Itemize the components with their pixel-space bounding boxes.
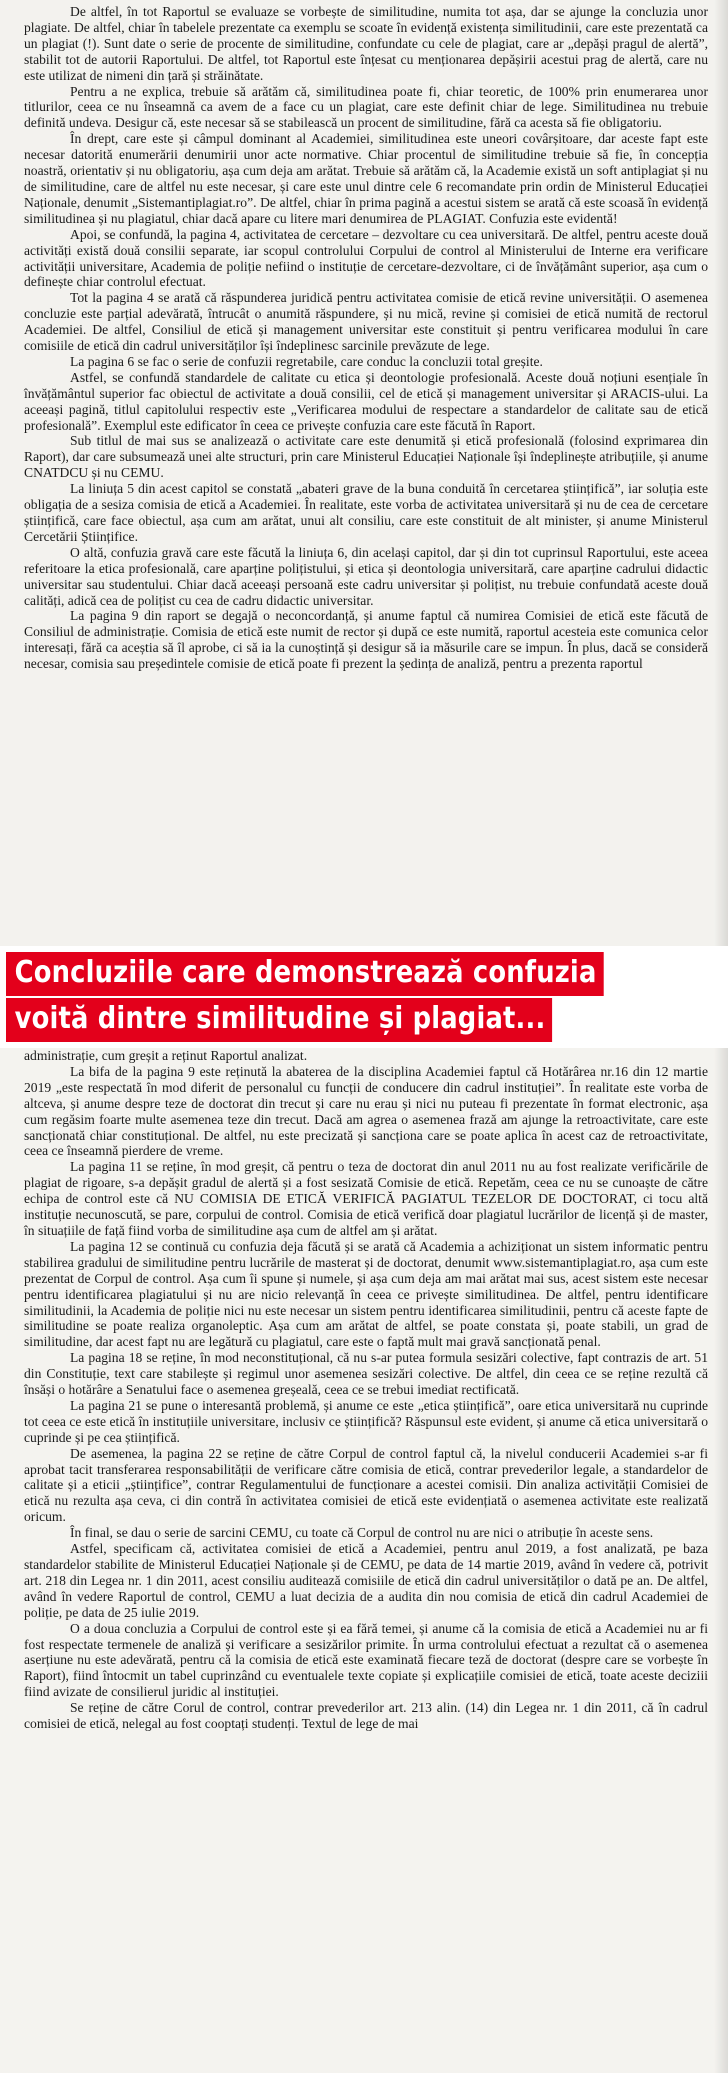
document-page-bottom — [0, 1048, 728, 2073]
paragraph: La pagina 12 se continuă cu confuzia deja făcută și se arată că Academia a achiziționat un sistem informatic pentru stabilirea gradului de similitudine pentru lucrările de masterat și de doctorat, denumit www.sistemantiplagiat.ro, așa cum este prezentat de Corpul de control. Așa cum îi spune și numele, și așa cum deja am mai arătat mai sus, acest sistem este necesar pentru identificarea plagiatului și nu are nicio relevanță în ceea ce privește similitudinea. De altfel, pentru identificare similitudinii, la Academia de poliție nici nu este necesar un sistem pentru identificarea similitudinii, pentru că aceste fapte de similitudine se poate realiza organoleptic. Așa cum am arătat de altfel, se poate constata și, poate stabili, un grad de similitudine, dar acest fapt nu are legătură cu plagiatul, care este o faptă mult mai gravă sancționată penal. — [24, 1238, 708, 1350]
paragraph: O altă, confuzia gravă care este făcută la liniuța 6, din același capitol, dar și din tot cuprinsul Raportului, este aceea referitoare la etica profesională, care aparține polițistului, și etica și deontologia universitară, care aparține cadrului didactic universitar sau studentului. Chiar dacă aceeași persoană este cadru universitar și polițist, nu trebuie confundată aceste două calități, adică cea de polițist cu cea de cadru didactic universitar. — [24, 544, 708, 608]
paragraph: Se reține de către Corul de control, contrar prevederilor art. 213 alin. (14) din Legea nr. 1 din 2011, că în cadrul comisiei de etică, nelegal au fost cooptați studenți. Textul de lege de mai — [24, 1700, 708, 1732]
document-page-top — [0, 0, 728, 946]
paragraph: La pagina 11 se reține, în mod greșit, că pentru o teza de doctorat din anul 2011 nu au fost realizate verificările de plagiat de rigoare, s-a depășit gradul de alertă și a fost sesizată Comisie de etică. Repetăm, ceea ce nu se cunoaște de către echipa de control este că NU COMISIA DE ETICĂ VERIFICĂ PAGIATUL TEZELOR DE DOCTORAT, ci tocu altă instituție necunoscută, se pare, corpului de control. Comisia de etică verifică doar plagiatul lucrărilor de licență și de master, în situațiile de față fiind vorba de similitudine așa cum de altfel am și arătat. — [24, 1159, 708, 1238]
paragraph: La pagina 21 se pune o interesantă problemă, și anume ce este „etica științifică”, oare etica universitară nu cuprinde tot ceea ce este etică în instituțiile universitare, inclusiv ce științifică? Răspunsul este evident, și anume că etica universitară o cuprinde și pe cea științifică. — [24, 1397, 708, 1445]
paragraph: De asemenea, la pagina 22 se reține de către Corpul de control faptul că, la nivelul conducerii Academiei s-ar fi aprobat tacit transferarea responsabilității de verificare către comisia de etică, contrar prevederilor legale, a standardelor de calitate și a eticii „științifice”, contrar Regulamentului de funcționare a acestei comisii. Din analiza activității Comisiei de etică nu rezulta așa ceva, ci din contră în activitatea comisiei de etică este evidențiată o asemenea activitate este realizată oricum. — [24, 1445, 708, 1525]
paragraph: Tot la pagina 4 se arată că răspunderea juridică pentru activitatea comisie de etică revine universității. O asemenea concluzie este parțial adevărată, întrucât o anumită răspundere, și nu mică, revine și comisiei de etică numită de rectorul Academiei. De altfel, Consiliul de etică și management universitar este constituit și pentru verificarea modului în care comisiile de etică din cadrul universităților își îndeplinesc sarcinile prevăzute de lege. — [24, 290, 708, 354]
paragraph: La pagina 18 se reține, în mod neconstituțional, că nu s-ar putea formula sesizări colective, fapt contrazis de art. 51 din Constituție, text care stabilește și regimul unor asemenea sesizări colective. De altfel, din ceea ce se reține rezultă că însăși o hotărâre a Senatului face o asemenea greșeală, ceea ce se trebui imediat rectificată. — [24, 1350, 708, 1398]
paragraph: Astfel, se confundă standardele de calitate cu etica și deontologie profesională. Aceste două noțiuni esențiale în învățământul superior fac obiectul de activitate a două consilii, cel de etică și management universitar și ARACIS-ului. La aceeași pagină, titlul capitolului respectiv este „Verificarea modului de respectare a standardelor de calitate sau de etică profesională”. Exemplul este edificator în ceea ce privește confuzia care este făcută în Raport. — [24, 369, 708, 433]
paragraph: La pagina 6 se fac o serie de confuzii regretabile, care conduc la concluzii total greșite. — [70, 353, 543, 369]
paragraph: Sub titlul de mai sus se analizează o activitate care este denumită și etică profesională (folosind exprimarea din Raport), dar care subsumează unei alte structuri, prin care Ministerul Educației Naționale își îndeplinește atribuțiile, și anume CNATDCU și nu CEMU. — [24, 433, 708, 481]
paragraph: administrație, cum greșit a reținut Raportul analizat. — [24, 1048, 308, 1063]
paragraph: O a doua concluzia a Corpului de control este și ea fără temei, și anume că la comisia de etică a Academiei nu ar fi fost respectate termenele de analiză și verificare a sesizărilor primite. În urma controlului efectuat a rezultat că o asemenea aserțiune nu este adevărată, pentru că la comisia de etică este examinată fiecare teză de doctorat (despre care se vorbește în Raport), fiind întocmit un tabel cuprinzând cu eventualele texte copiate și explicațiile comisiei de etică, toate aceste deciziii fiind avizate de consilierul juridic al instituției. — [24, 1620, 708, 1700]
headline-banner — [0, 946, 728, 1048]
headline-line-2: voită dintre similitudine și plagiat... — [6, 998, 552, 1042]
headline-line-1: Concluziile care demonstrează confuzia — [6, 952, 603, 996]
paragraph: Astfel, specificam că, activitatea comisiei de etică a Academiei, pentru anul 2019, a fost analizată, pe baza standardelor stabilite de Ministerul Educației Naționale și de CEMU, pe data de 14 martie 2019, având în vedere că, potrivit art. 218 din Legea nr. 1 din 2011, acest consiliu auditează comisiile de etică din cadrul universităților o dată pe an. De altfel, având în vedere Raportul de control, CEMU a luat decizia de a audita din nou comisia de etică din cadrul Academiei de poliție, pe data de 25 iulie 2019. — [24, 1541, 708, 1620]
paragraph: Pentru a ne explica, trebuie să arătăm că, similitudinea poate fi, chiar teoretic, de 100% prin enumerarea unor titlurilor, ceea ce nu înseamnă ca avem de a face cu un plagiat, care este definit chiar de lege. Similitudinea nu trebuie definită undeva. Desigur că, este necesar să se stabilească un procent de similitudine, fără ca acesta să fie obligatoriu. — [24, 83, 708, 131]
paragraph: În drept, care este și câmpul dominant al Academiei, similitudinea este uneori covârșitoare, dar aceste fapt este necesar datorită enumerării denumirii unor acte normative. Chiar procentul de similitudine trebuie să fie, în concepția noastră, orientativ și nu obligatoriu, așa cum deja am arătat. Trebuie să arătăm că, la Academie există un soft antiplagiat și nu de similitudine, care de altfel nu este necesar, și care este unul dintre cele 6 recomandate prin ordin de Ministerul Educației Naționale, denumit „Sistemantiplagiat.ro”. De altfel, chiar în prima pagină a acestui sistem se arată că este scoasă în evidență similitudinea și nu plagiatul, chiar dacă apare cu litere mari denumirea de PLAGIAT. Confuzia este evidentă! — [24, 131, 708, 226]
page-edge-shadow — [714, 0, 728, 946]
paragraph: Apoi, se confundă, la pagina 4, activitatea de cercetare – dezvoltare cu cea universitară. De altfel, pentru aceste două activități există două consilii separate, iar scopul controlului Corpului de control al Ministerului de Interne era verificare activității universitare, Academia de poliție nefiind o instituție de cercetare-dezvoltare, ci de învățământ superior, așa cum o definește chiar controlul efectuat. — [24, 226, 708, 290]
paragraph: La pagina 9 din raport se degajă o neconcordanță, și anume faptul că numirea Comisiei de etică este făcută de Consiliul de administrație. Comisia de etică este numit de rector și după ce este numită, raportul acesteia este comunica celor interesați, fără ca aceștia să îl aprobe, ci să ia la cunoștință și desigur să ia măsurile care se impun. În plus, dacă se consideră necesar, comisia sau președintele comisie de etică poate fi prezent la ședința de analiză, pentru a prezenta raportul — [24, 608, 708, 672]
paragraph: La bifa de la pagina 9 este reținută la abaterea de la disciplina Academiei faptul că Hotărârea nr.16 din 12 martie 2019 „este respectată în mod diferit de personalul cu funcții de conducere din cadrul instituției”. În realitate este vorba de altceva, și anume despre teze de doctorat din trecut și care nu erau și nici nu puteau fi prezentate în format electronic, așa cum regăsim foarte multe asemenea teze din trecut. Dacă am agrea o asemenea frază am ajunge la retroactivitate, care este sancționată chiar constituțional. De altfel, nu este precizată și sancționa care se poate aplica în acest caz de retroactivitate, ceea ce înseamnă pierdere de vreme. — [24, 1063, 708, 1159]
paragraph: De altfel, în tot Raportul se evaluaze se vorbește de similitudine, numita tot așa, dar se ajunge la concluzia unor plagiate. De altfel, chiar în tabelele prezentate ca exemplu se scoate în evidență existența similitudinii, care este prezentată ca un plagiat (!). Sunt date o serie de procente de similitudine, confundate cu cele de plagiat, care ar „depăși pragul de alertă”, stabilit tot de autorii Raportului. De altfel, tot Raportul este înțesat cu menționarea depășirii acestui prag de alertă, care nu este utilizat de nimeni din țară și străinătate. — [24, 4, 708, 83]
paragraph: La liniuța 5 din acest capitol se constată „abateri grave de la buna conduită în cercetarea științifică”, iar soluția este obligația de a sesiza comisia de etică a Academiei. În realitate, este vorba de activitatea universitară și nu de cea de cercetare științifică, care face obiectul, așa cum am arătat, unui alt consiliu, care este constituit de alt minister, și anume Ministerul Cercetării Științifice. — [24, 481, 708, 544]
paragraph: În final, se dau o serie de sarcini CEMU, cu toate că Corpul de control nu are nici o atribuție în aceste sens. — [70, 1525, 654, 1541]
page-edge-shadow — [714, 1048, 728, 2073]
